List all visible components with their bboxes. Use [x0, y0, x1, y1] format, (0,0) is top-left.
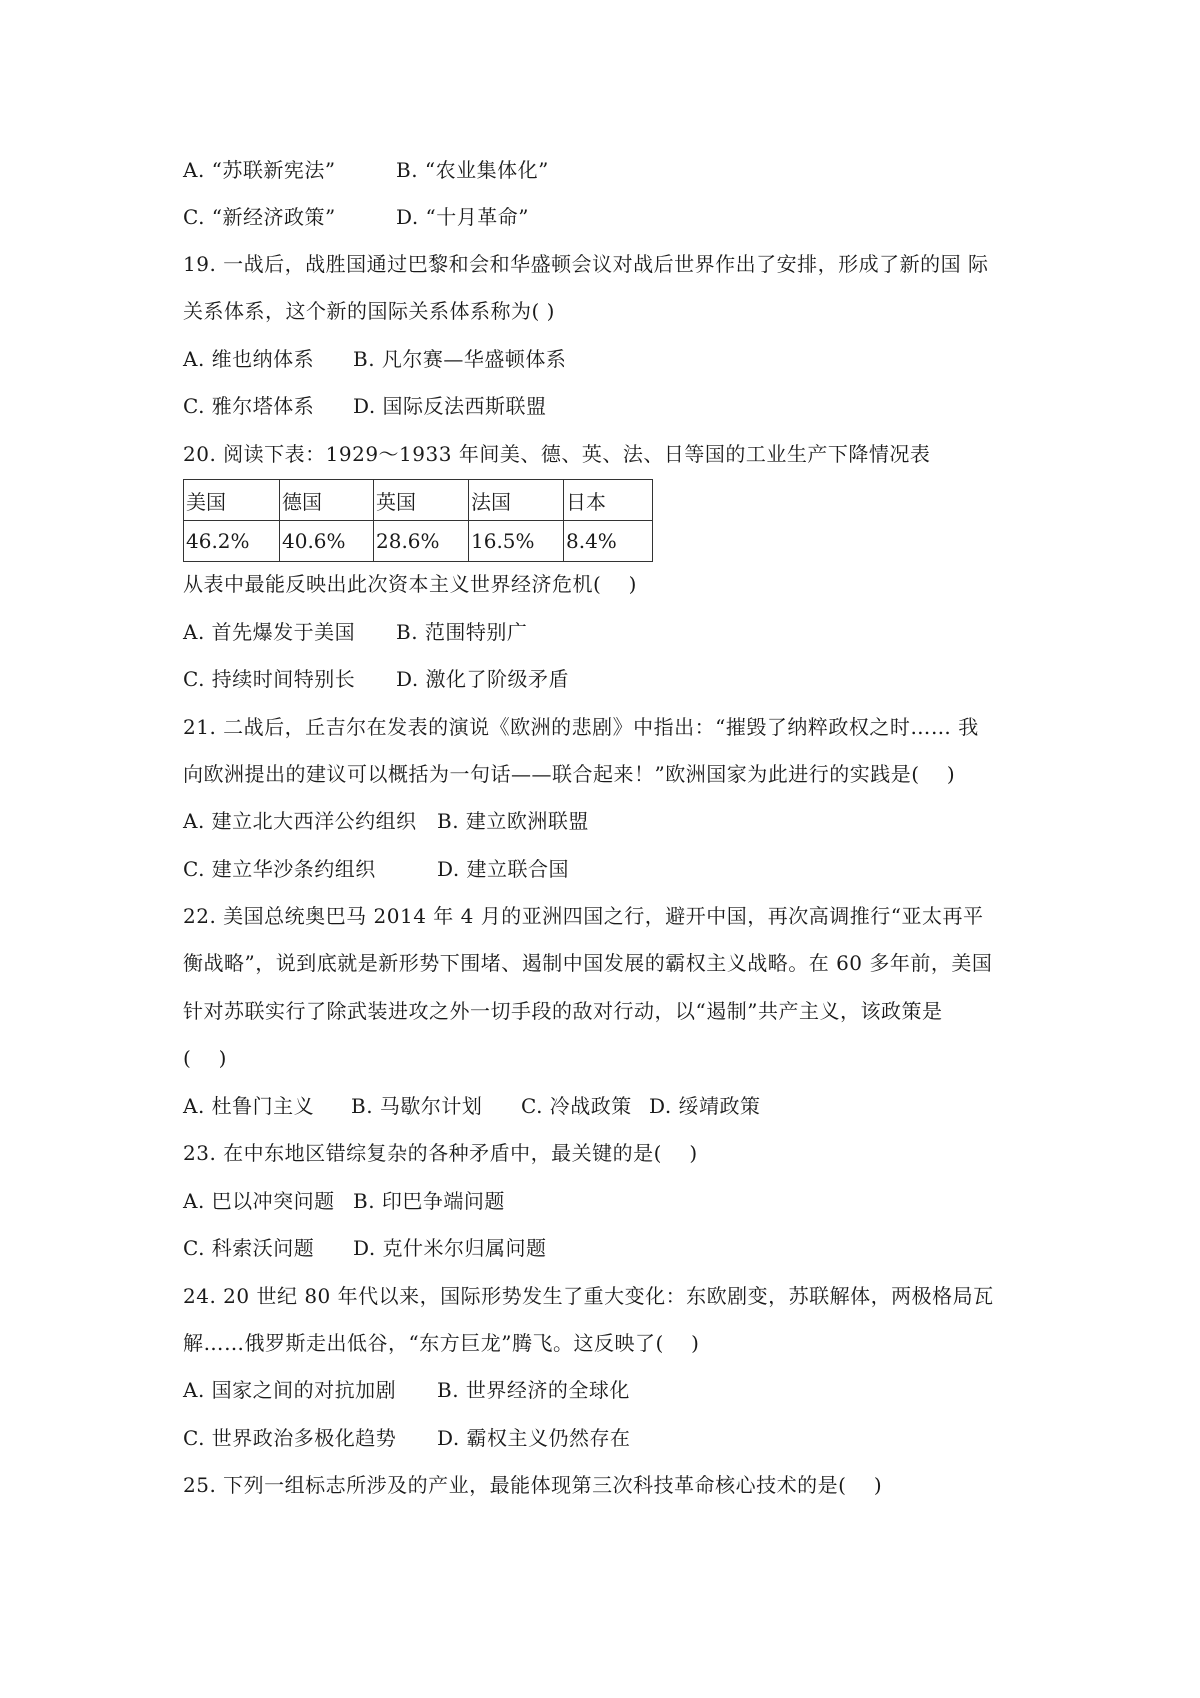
q23-options-row-1 [183, 1188, 505, 1214]
q21-option-a: A. 建立北大西洋公约组织 [183, 809, 417, 833]
table-cell: 16.5% [469, 521, 564, 562]
q23-option-b: B. 印巴争端问题 [353, 1189, 505, 1213]
table-cell: 8.4% [564, 521, 653, 562]
table-cell: 德国 [280, 480, 374, 521]
table-cell: 英国 [374, 480, 469, 521]
q22-stem-line-4: ( ) [183, 1046, 227, 1070]
q20-option-c: C. 持续时间特别长 [183, 667, 356, 691]
q21-stem-line-2: 向欧洲提出的建议可以概括为一句话——联合起来！”欧洲国家为此进行的实践是( ) [183, 762, 956, 786]
q18-options-row-2 [183, 204, 529, 230]
table-header-row [184, 480, 653, 521]
q21-option-c: C. 建立华沙条约组织 [183, 857, 376, 881]
table-cell: 日本 [564, 480, 653, 521]
q19-option-a: A. 维也纳体系 [183, 347, 315, 371]
q23-option-c: C. 科索沃问题 [183, 1236, 315, 1260]
q19-option-c: C. 雅尔塔体系 [183, 394, 315, 418]
q21-option-b: B. 建立欧洲联盟 [437, 809, 589, 833]
q20-stem-line-2: 从表中最能反映出此次资本主义世界经济危机( ) [183, 572, 637, 596]
q19-stem-line-1: 19. 一战后，战胜国通过巴黎和会和华盛顿会议对战后世界作出了安排，形成了新的国 际 [183, 252, 989, 276]
q20-option-d: D. 激化了阶级矛盾 [396, 667, 570, 691]
q23-option-d: D. 克什米尔归属问题 [353, 1236, 547, 1260]
q21-option-d: D. 建立联合国 [437, 857, 570, 881]
q22-option-a: A. 杜鲁门主义 [183, 1094, 315, 1118]
q18-option-d: D. “十月革命” [396, 205, 529, 229]
q24-options-row-2 [183, 1425, 631, 1451]
q22-stem-line-2: 衡战略”，说到底就是新形势下围堵、遏制中国发展的霸权主义战略。在 60 多年前，美国 [183, 951, 993, 975]
q23-options-row-2 [183, 1235, 547, 1261]
q25-stem-line-1: 25. 下列一组标志所涉及的产业，最能体现第三次科技革命核心技术的是( ) [183, 1473, 883, 1497]
q20-options-row-1 [183, 619, 527, 645]
q24-option-d: D. 霸权主义仍然存在 [437, 1426, 631, 1450]
table-cell: 28.6% [374, 521, 469, 562]
q24-stem-line-1: 24. 20 世纪 80 年代以来，国际形势发生了重大变化：东欧剧变，苏联解体，两极格局瓦 [183, 1284, 994, 1308]
q24-option-c: C. 世界政治多极化趋势 [183, 1426, 397, 1450]
table-row [184, 521, 653, 562]
q21-options-row-2 [183, 856, 569, 882]
q19-options-row-1 [183, 346, 566, 372]
q22-option-b: B. 马歇尔计划 [351, 1094, 483, 1118]
q23-option-a: A. 巴以冲突问题 [183, 1189, 335, 1213]
q24-option-a: A. 国家之间的对抗加剧 [183, 1378, 397, 1402]
q22-options-row [183, 1093, 761, 1119]
q19-option-b: B. 凡尔赛—华盛顿体系 [353, 347, 567, 371]
q18-option-b: B. “农业集体化” [396, 158, 549, 182]
table-cell: 40.6% [280, 521, 374, 562]
q19-stem-line-2: 关系体系，这个新的国际关系体系称为( ) [183, 299, 555, 323]
q18-options-row-1 [183, 157, 549, 183]
q19-option-d: D. 国际反法西斯联盟 [353, 394, 547, 418]
table-cell: 法国 [469, 480, 564, 521]
q24-option-b: B. 世界经济的全球化 [437, 1378, 630, 1402]
q20-stem-line-1: 20. 阅读下表：1929～1933 年间美、德、英、法、日等国的工业生产下降情况表 [183, 442, 931, 466]
q24-stem-line-2: 解……俄罗斯走出低谷，“东方巨龙”腾飞。这反映了( ) [183, 1331, 700, 1355]
q20-option-a: A. 首先爆发于美国 [183, 620, 356, 644]
q22-stem-line-3: 针对苏联实行了除武装进攻之外一切手段的敌对行动，以“遏制”共产主义，该政策是 [183, 999, 943, 1023]
table-cell: 46.2% [184, 521, 280, 562]
q22-option-c: C. 冷战政策 [521, 1094, 632, 1118]
table-cell: 美国 [184, 480, 280, 521]
q21-options-row-1 [183, 808, 589, 834]
q24-options-row-1 [183, 1377, 630, 1403]
q19-options-row-2 [183, 393, 547, 419]
q18-option-c: C. “新经济政策” [183, 205, 336, 229]
q22-stem-line-1: 22. 美国总统奥巴马 2014 年 4 月的亚洲四国之行，避开中国，再次高调推行“亚太再平 [183, 904, 984, 928]
q22-option-d: D. 绥靖政策 [649, 1094, 761, 1118]
q20-option-b: B. 范围特别广 [396, 620, 528, 644]
q20-options-row-2 [183, 666, 569, 692]
q18-option-a: A. “苏联新宪法” [183, 158, 336, 182]
q21-stem-line-1: 21. 二战后，丘吉尔在发表的演说《欧洲的悲剧》中指出：“摧毁了纳粹政权之时…… 我 [183, 715, 979, 739]
q23-stem-line-1: 23. 在中东地区错综复杂的各种矛盾中，最关键的是( ) [183, 1141, 698, 1165]
q20-data-table [183, 479, 653, 562]
